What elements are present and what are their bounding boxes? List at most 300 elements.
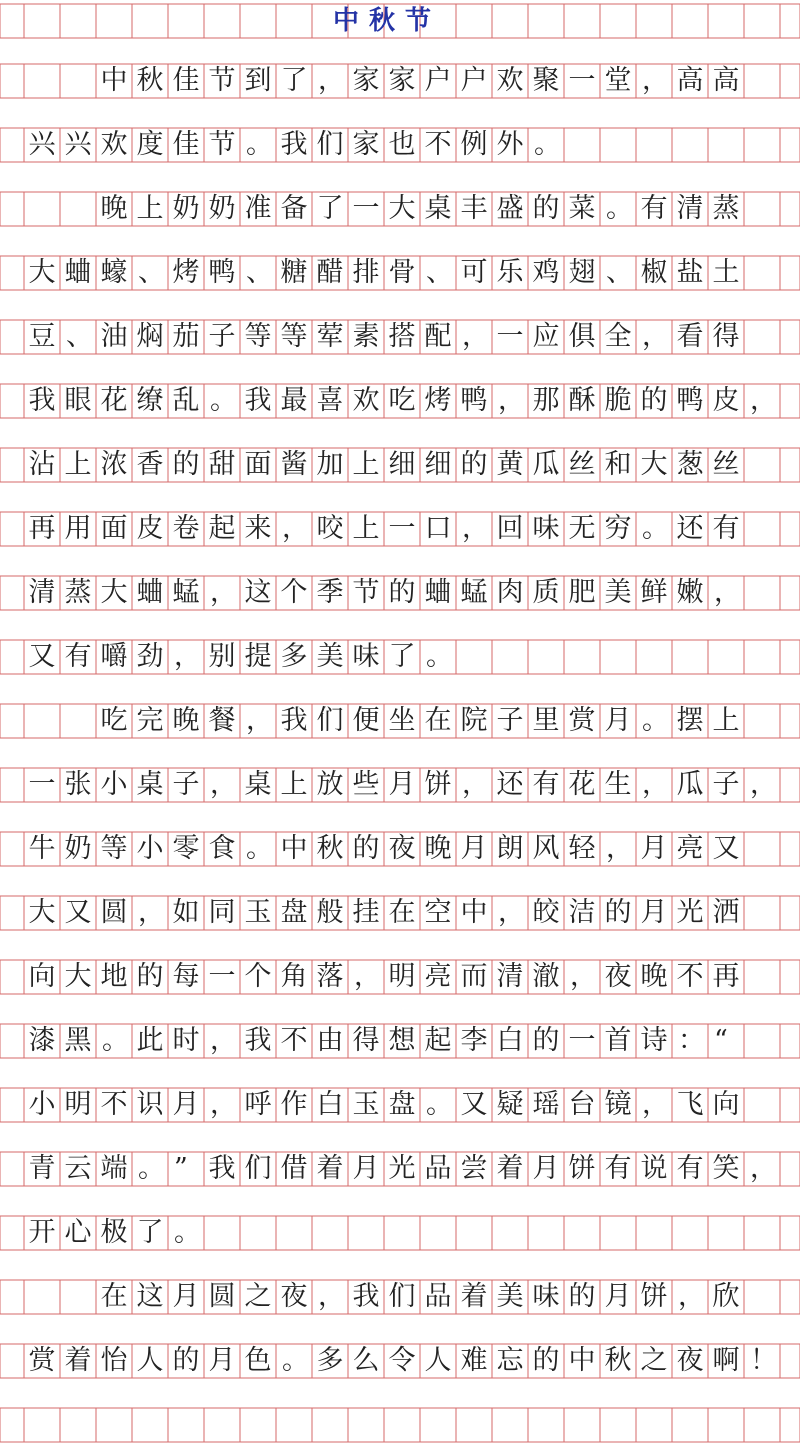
essay-char: 。	[606, 193, 633, 224]
essay-char: 大	[64, 961, 92, 992]
essay-char: 空	[424, 897, 452, 928]
essay-char: 皮	[712, 385, 740, 416]
title-char: 中	[332, 6, 359, 36]
essay-char: 乱	[172, 385, 200, 416]
essay-char: 和	[604, 449, 632, 480]
essay-char: 一	[208, 961, 236, 992]
essay-char: 白	[496, 1025, 524, 1056]
essay-char: 欣	[712, 1281, 740, 1312]
essay-char: 鸭	[208, 257, 236, 288]
essay-char: 月	[172, 1089, 200, 1120]
essay-char: 了	[136, 1217, 164, 1248]
essay-char: 了	[316, 193, 344, 224]
essay-char: ，	[318, 65, 345, 96]
essay-char: 素	[352, 321, 380, 352]
essay-char: ，	[282, 513, 309, 544]
essay-char: 加	[316, 449, 344, 480]
essay-char: 欢	[496, 65, 524, 96]
essay-char: 小	[136, 833, 164, 864]
essay-char: 饼	[424, 769, 452, 800]
essay-char: ，	[210, 1025, 237, 1056]
essay-char: 月	[604, 1281, 632, 1312]
essay-char: 搭	[388, 321, 416, 352]
essay-char: 想	[388, 1025, 416, 1056]
essay-char: 晚	[100, 193, 128, 224]
essay-char: 子	[712, 769, 740, 800]
essay-char: 光	[676, 897, 704, 928]
essay-char: 怡	[100, 1345, 128, 1376]
essay-char: 人	[136, 1345, 164, 1376]
essay-char: 中	[280, 833, 308, 864]
essay-char: 备	[280, 193, 308, 224]
essay-char: 那	[532, 385, 560, 416]
essay-char: 地	[100, 961, 128, 992]
essay-char: 了	[388, 641, 416, 672]
essay-char: 、	[426, 257, 453, 288]
essay-char: 丝	[568, 449, 596, 480]
essay-char: 穷	[604, 513, 632, 544]
essay-char: 令	[388, 1345, 416, 1376]
essay-char: 有	[712, 513, 740, 544]
essay-char: 清	[496, 961, 524, 992]
essay-char: 月	[460, 833, 488, 864]
essay-char: 色	[244, 1345, 272, 1376]
essay-char: 月	[604, 705, 632, 736]
essay-char: ，	[498, 897, 525, 928]
essay-char: ，	[750, 385, 777, 416]
essay-char: 时	[172, 1025, 200, 1056]
essay-char: 借	[280, 1153, 308, 1184]
essay-char: 用	[64, 513, 92, 544]
essay-char: 飞	[676, 1089, 704, 1120]
essay-char: ，	[210, 1089, 237, 1120]
essay-char: 月	[352, 1153, 380, 1184]
essay-char: 挂	[352, 897, 380, 928]
essay-char: 不	[676, 961, 704, 992]
essay-char: 的	[172, 449, 200, 480]
essay-char: 上	[64, 449, 92, 480]
essay-char: 清	[676, 193, 704, 224]
essay-char: 家	[352, 129, 380, 160]
essay-char: 家	[388, 65, 416, 96]
essay-char: 还	[496, 769, 524, 800]
essay-char: 牛	[28, 833, 56, 864]
essay-char: 圆	[100, 897, 128, 928]
essay-char: 外	[496, 129, 524, 160]
essay-char: 首	[604, 1025, 632, 1056]
essay-char: 菜	[568, 193, 596, 224]
essay-char: 。	[642, 705, 669, 736]
essay-char: 清	[28, 577, 56, 608]
essay-char: 月	[208, 1345, 236, 1376]
essay-char: ，	[750, 1153, 777, 1184]
essay-char: 皎	[532, 897, 560, 928]
essay-char: 俱	[568, 321, 596, 352]
essay-char: 晚	[424, 833, 452, 864]
essay-char: 吃	[388, 385, 416, 416]
essay-char: 酥	[568, 385, 596, 416]
essay-char: ，	[174, 641, 201, 672]
essay-char: 镜	[604, 1089, 632, 1120]
essay-char: 上	[352, 513, 380, 544]
essay-char: 无	[568, 513, 596, 544]
essay-char: ，	[750, 769, 777, 800]
essay-char: 由	[316, 1025, 344, 1056]
essay-char: 兴	[64, 129, 92, 160]
essay-char: ！	[750, 1345, 777, 1376]
essay-char: 度	[136, 129, 164, 160]
essay-char: 黄	[496, 449, 524, 480]
essay-char: 美	[316, 641, 344, 672]
essay-char: 。	[174, 1217, 201, 1248]
essay-char: 桌	[424, 193, 452, 224]
essay-char: 黑	[64, 1025, 92, 1056]
essay-char: 荤	[316, 321, 344, 352]
essay-char: 向	[712, 1089, 740, 1120]
essay-char: 呼	[244, 1089, 272, 1120]
essay-char: 亮	[676, 833, 704, 864]
essay-char: 每	[172, 961, 200, 992]
essay-char: 们	[316, 705, 344, 736]
essay-char: 丰	[460, 193, 488, 224]
essay-char: 又	[460, 1089, 488, 1120]
essay-char: 角	[280, 961, 308, 992]
essay-char: 我	[280, 705, 308, 736]
essay-char: ，	[318, 1281, 345, 1312]
essay-char: 小	[28, 1089, 56, 1120]
essay-char: ，	[606, 833, 633, 864]
essay-char: 味	[532, 513, 560, 544]
essay-char: 缭	[136, 385, 164, 416]
essay-char: 肥	[568, 577, 596, 608]
essay-char: 等	[100, 833, 128, 864]
essay-char: 应	[532, 321, 560, 352]
essay-char: 上	[136, 193, 164, 224]
essay-char: 同	[208, 897, 236, 928]
essay-char: 尝	[460, 1153, 488, 1184]
essay-char: 夜	[280, 1281, 308, 1312]
essay-char: 识	[136, 1089, 164, 1120]
essay-char: 又	[712, 833, 740, 864]
essay-char: 一	[568, 1025, 596, 1056]
essay-char: 的	[460, 449, 488, 480]
essay-char: 坐	[388, 705, 416, 736]
essay-char: 一	[352, 193, 380, 224]
essay-char: 。	[534, 129, 561, 160]
essay-char: 蒸	[64, 577, 92, 608]
essay-char: 蠔	[100, 257, 128, 288]
essay-char: ，	[210, 577, 237, 608]
essay-char: 月	[640, 897, 668, 928]
essay-char: 季	[316, 577, 344, 608]
essay-char: 兴	[28, 129, 56, 160]
essay-char: 如	[172, 897, 200, 928]
essay-char: ，	[462, 321, 489, 352]
essay-char: 嫩	[676, 577, 704, 608]
essay-char: 再	[712, 961, 740, 992]
essay-char: 极	[100, 1217, 128, 1248]
essay-char: 玉	[244, 897, 272, 928]
essay-char: 还	[676, 513, 704, 544]
title-char: 节	[404, 6, 431, 36]
essay-char: 我	[280, 129, 308, 160]
essay-char: 说	[640, 1153, 668, 1184]
essay-char: 的	[532, 193, 560, 224]
essay-char: 浓	[100, 449, 128, 480]
grid-row-band	[0, 1408, 800, 1442]
essay-char: 瓜	[532, 449, 560, 480]
essay-char: 佳	[172, 65, 200, 96]
essay-char: 此	[136, 1025, 164, 1056]
essay-char: 吃	[100, 705, 128, 736]
essay-char: 有	[64, 641, 92, 672]
essay-char: 美	[604, 577, 632, 608]
essay-char: ，	[462, 513, 489, 544]
essay-char: 户	[424, 65, 452, 96]
essay-char: 、	[246, 257, 273, 288]
essay-char: 便	[352, 705, 380, 736]
essay-char: ，	[246, 705, 273, 736]
essay-char: 大	[640, 449, 668, 480]
essay-char: 的	[568, 1281, 596, 1312]
essay-char: 丝	[712, 449, 740, 480]
essay-char: 乐	[496, 257, 524, 288]
essay-char: 饼	[640, 1281, 668, 1312]
essay-char: 子	[496, 705, 524, 736]
essay-char: 大	[388, 193, 416, 224]
essay-char: 最	[280, 385, 308, 416]
essay-char: 蜢	[460, 577, 488, 608]
essay-char: 。	[210, 385, 237, 416]
essay-char: 笑	[712, 1153, 740, 1184]
essay-char: 这	[136, 1281, 164, 1312]
essay-char: 洁	[568, 897, 596, 928]
essay-char: 有	[604, 1153, 632, 1184]
essay-char: 之	[244, 1281, 272, 1312]
essay-char: 。	[426, 1089, 453, 1120]
essay-char: 秋	[604, 1345, 632, 1376]
essay-char: 我	[208, 1153, 236, 1184]
essay-char: 一	[496, 321, 524, 352]
essay-char: 夜	[388, 833, 416, 864]
essay-char: 明	[64, 1089, 92, 1120]
essay-char: 得	[352, 1025, 380, 1056]
essay-char: 蒸	[712, 193, 740, 224]
essay-char: 的	[532, 1345, 560, 1376]
essay-char: 不	[424, 129, 452, 160]
essay-char: 节	[352, 577, 380, 608]
essay-char: 、	[66, 321, 93, 352]
essay-char: 放	[316, 769, 344, 800]
essay-char: 圆	[208, 1281, 236, 1312]
essay-char: 子	[208, 321, 236, 352]
essay-char: 细	[424, 449, 452, 480]
essay-char: 排	[352, 257, 380, 288]
essay-char: 蛐	[136, 577, 164, 608]
essay-char: 着	[64, 1345, 92, 1376]
essay-char: 月	[172, 1281, 200, 1312]
essay-char: 赏	[28, 1345, 56, 1376]
essay-char: 的	[388, 577, 416, 608]
essay-char: 鲜	[640, 577, 668, 608]
essay-char: 花	[100, 385, 128, 416]
essay-char: 得	[712, 321, 740, 352]
essay-char: 美	[496, 1281, 524, 1312]
essay-char: 再	[28, 513, 56, 544]
essay-char: 甜	[208, 449, 236, 480]
essay-char: 而	[460, 961, 488, 992]
essay-char: 节	[208, 129, 236, 160]
essay-char: 酱	[280, 449, 308, 480]
essay-char: 蛐	[424, 577, 452, 608]
essay-char: 咬	[316, 513, 344, 544]
essay-char: 欢	[352, 385, 380, 416]
essay-char: 高	[676, 65, 704, 96]
essay-char: 眼	[64, 385, 92, 416]
essay-char: 瓜	[676, 769, 704, 800]
essay-char: 在	[100, 1281, 128, 1312]
essay-char: 秋	[136, 65, 164, 96]
essay-char: 配	[424, 321, 452, 352]
essay-char: 味	[532, 1281, 560, 1312]
essay-char: 可	[460, 257, 488, 288]
essay-char: 多	[316, 1345, 344, 1376]
essay-char: 啊	[712, 1345, 740, 1376]
essay-char: 我	[28, 385, 56, 416]
essay-char: 月	[640, 833, 668, 864]
essay-char: 焖	[136, 321, 164, 352]
essay-char: 有	[640, 193, 668, 224]
essay-char: 人	[424, 1345, 452, 1376]
essay-char: 了	[280, 65, 308, 96]
essay-char: 等	[244, 321, 272, 352]
essay-char: 多	[280, 641, 308, 672]
essay-char: 奶	[208, 193, 236, 224]
essay-char: 上	[712, 705, 740, 736]
essay-char: 的	[604, 897, 632, 928]
essay-char: 上	[280, 769, 308, 800]
essay-char: 的	[172, 1345, 200, 1376]
essay-char: 花	[568, 769, 596, 800]
essay-char: 蛐	[64, 257, 92, 288]
essay-char: 来	[244, 513, 272, 544]
essay-char: 晚	[640, 961, 668, 992]
essay-char: 我	[244, 1025, 272, 1056]
essay-char: 到	[244, 65, 272, 96]
essay-char: 盘	[388, 1089, 416, 1120]
essay-char: 一	[568, 65, 596, 96]
essay-char: 也	[388, 129, 416, 160]
essay-char: 大	[28, 257, 56, 288]
title-char: 秋	[368, 6, 395, 36]
essay-char: 堂	[604, 65, 632, 96]
essay-char: 澈	[532, 961, 560, 992]
essay-char: 又	[64, 897, 92, 928]
essay-char: 品	[424, 1153, 452, 1184]
essay-char: 有	[676, 1153, 704, 1184]
essay-char: 李	[460, 1025, 488, 1056]
essay-char: 这	[244, 577, 272, 608]
essay-char: 们	[244, 1153, 272, 1184]
essay-char: 生	[604, 769, 632, 800]
essay-char: 诗	[640, 1025, 668, 1056]
essay-char: 欢	[100, 129, 128, 160]
essay-char: 么	[352, 1345, 380, 1376]
essay-char: ，	[210, 769, 237, 800]
essay-char: 细	[388, 449, 416, 480]
essay-char: 明	[388, 961, 416, 992]
essay-char: 椒	[640, 257, 668, 288]
essay-char: 落	[316, 961, 344, 992]
essay-char: 漆	[28, 1025, 56, 1056]
essay-char: 里	[532, 705, 560, 736]
essay-char: 奶	[64, 833, 92, 864]
essay-char: 户	[460, 65, 488, 96]
essay-char: 鸡	[532, 257, 560, 288]
essay-char: 质	[532, 577, 560, 608]
essay-char: ，	[498, 385, 525, 416]
essay-char: ，	[642, 321, 669, 352]
essay-char: 的	[640, 385, 668, 416]
essay-char: 节	[208, 65, 236, 96]
essay-char: 的	[136, 961, 164, 992]
essay-char: ”	[174, 1153, 188, 1184]
essay-char: 洒	[712, 897, 740, 928]
essay-char: 看	[676, 321, 704, 352]
essay-char: 着	[496, 1153, 524, 1184]
essay-char: 佳	[172, 129, 200, 160]
essay-char: 。	[426, 641, 453, 672]
essay-char: ，	[642, 769, 669, 800]
essay-char: 盘	[280, 897, 308, 928]
essay-char: 面	[100, 513, 128, 544]
essay-char: 朗	[496, 833, 524, 864]
essay-char: 喜	[316, 385, 344, 416]
essay-char: 们	[316, 129, 344, 160]
essay-char: ，	[462, 769, 489, 800]
essay-char: 夜	[676, 1345, 704, 1376]
essay-char: 蜢	[172, 577, 200, 608]
essay-char: 、	[138, 257, 165, 288]
essay-char: 个	[280, 577, 308, 608]
essay-char: 油	[100, 321, 128, 352]
essay-char: 玉	[352, 1089, 380, 1120]
essay-char: 等	[280, 321, 308, 352]
essay-char: 饼	[568, 1153, 596, 1184]
essay-char: “	[714, 1025, 728, 1056]
essay-char: 忘	[496, 1345, 524, 1376]
essay-char: 向	[28, 961, 56, 992]
essay-char: 家	[352, 65, 380, 96]
essay-char: 、	[606, 257, 633, 288]
essay-char: 们	[388, 1281, 416, 1312]
essay-char: 回	[496, 513, 524, 544]
essay-char: 葱	[676, 449, 704, 480]
essay-char: 作	[280, 1089, 308, 1120]
essay-char: 夜	[604, 961, 632, 992]
essay-char: 大	[100, 577, 128, 608]
essay-char: 嚼	[100, 641, 128, 672]
essay-char: 盐	[676, 257, 704, 288]
essay-char: 味	[352, 641, 380, 672]
essay-char: ，	[642, 65, 669, 96]
essay-char: 翅	[568, 257, 596, 288]
essay-char: 亮	[424, 961, 452, 992]
essay-char: 疑	[496, 1089, 524, 1120]
essay-char: 在	[388, 897, 416, 928]
essay-char: 。	[246, 833, 273, 864]
essay-char: 例	[460, 129, 488, 160]
